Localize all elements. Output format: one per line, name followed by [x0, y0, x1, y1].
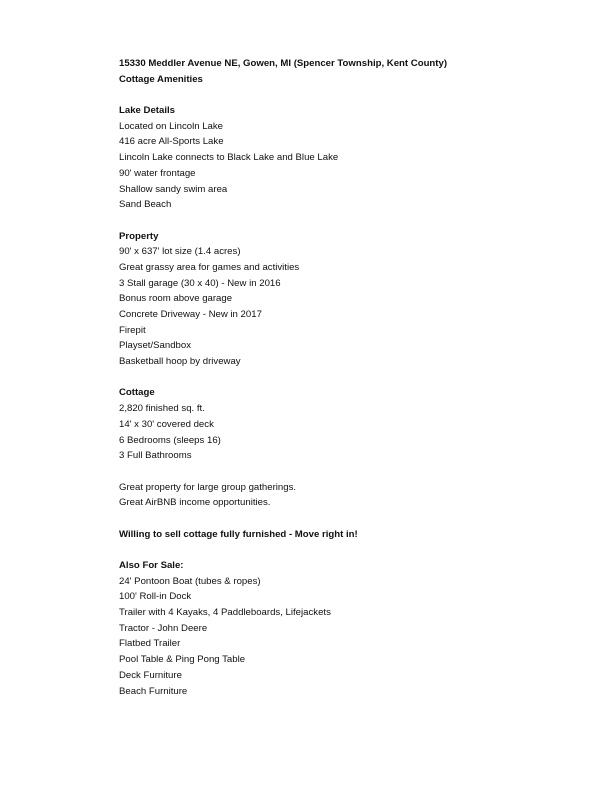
list-item: Shallow sandy swim area [119, 183, 228, 195]
spacer [119, 464, 579, 480]
list-item: 416 acre All-Sports Lake [119, 136, 224, 148]
property-address: 15330 Meddler Avenue NE, Gowen, MI (Spencer Township, Kent County) [119, 58, 448, 69]
list-item: Concrete Driveway - New in 2017 [119, 309, 262, 320]
list-item: Flatbed Trailer [119, 638, 181, 650]
spacer [119, 370, 579, 386]
list-item: Tractor - John Deere [119, 622, 208, 634]
list-item: Sand Beach [119, 199, 172, 211]
note-line: Great property for large group gatherings. [119, 481, 297, 493]
section-heading-property: Property [119, 230, 159, 242]
list-item: Beach Furniture [119, 685, 188, 697]
list-item: Located on Lincoln Lake [119, 120, 224, 132]
document-subtitle: Cottage Amenities [119, 73, 203, 85]
spacer [119, 542, 579, 558]
list-item: Trailer with 4 Kayaks, 4 Paddleboards, Lifejackets [119, 607, 331, 619]
spacer [119, 213, 579, 229]
list-item: Lincoln Lake connects to Black Lake and Blue Lake [119, 152, 339, 164]
section-heading-also-for-sale: Also For Sale: [119, 560, 184, 571]
list-item: Firepit [119, 324, 146, 336]
list-item: Bonus room above garage [119, 293, 233, 305]
furnished-callout: Willing to sell cottage fully furnished - Move right in! [119, 528, 358, 540]
list-item: Great grassy area for games and activities [119, 261, 300, 273]
list-item: 6 Bedrooms (sleeps 16) [119, 434, 221, 446]
section-heading-lake-details: Lake Details [119, 105, 175, 117]
list-item: 24' Pontoon Boat (tubes & ropes) [119, 575, 261, 587]
list-item: 3 Full Bathrooms [119, 450, 192, 462]
spacer [119, 87, 579, 103]
list-item: 14' x 30' covered deck [119, 418, 214, 430]
list-item: 90' x 637' lot size (1.4 acres) [119, 246, 241, 258]
note-line: Great AirBNB income opportunities. [119, 497, 271, 509]
list-item: Basketball hoop by driveway [119, 356, 241, 368]
list-item: Playset/Sandbox [119, 340, 191, 352]
list-item: Deck Furniture [119, 669, 182, 681]
list-item: 3 Stall garage (30 x 40) - New in 2016 [119, 277, 281, 289]
document-content [119, 56, 579, 699]
section-heading-cottage: Cottage [119, 387, 155, 399]
list-item: 2,820 finished sq. ft. [119, 403, 205, 415]
list-item: 90' water frontage [119, 167, 196, 179]
list-item: 100' Roll-in Dock [119, 591, 192, 603]
list-item: Pool Table & Ping Pong Table [119, 654, 246, 666]
spacer [119, 511, 579, 527]
